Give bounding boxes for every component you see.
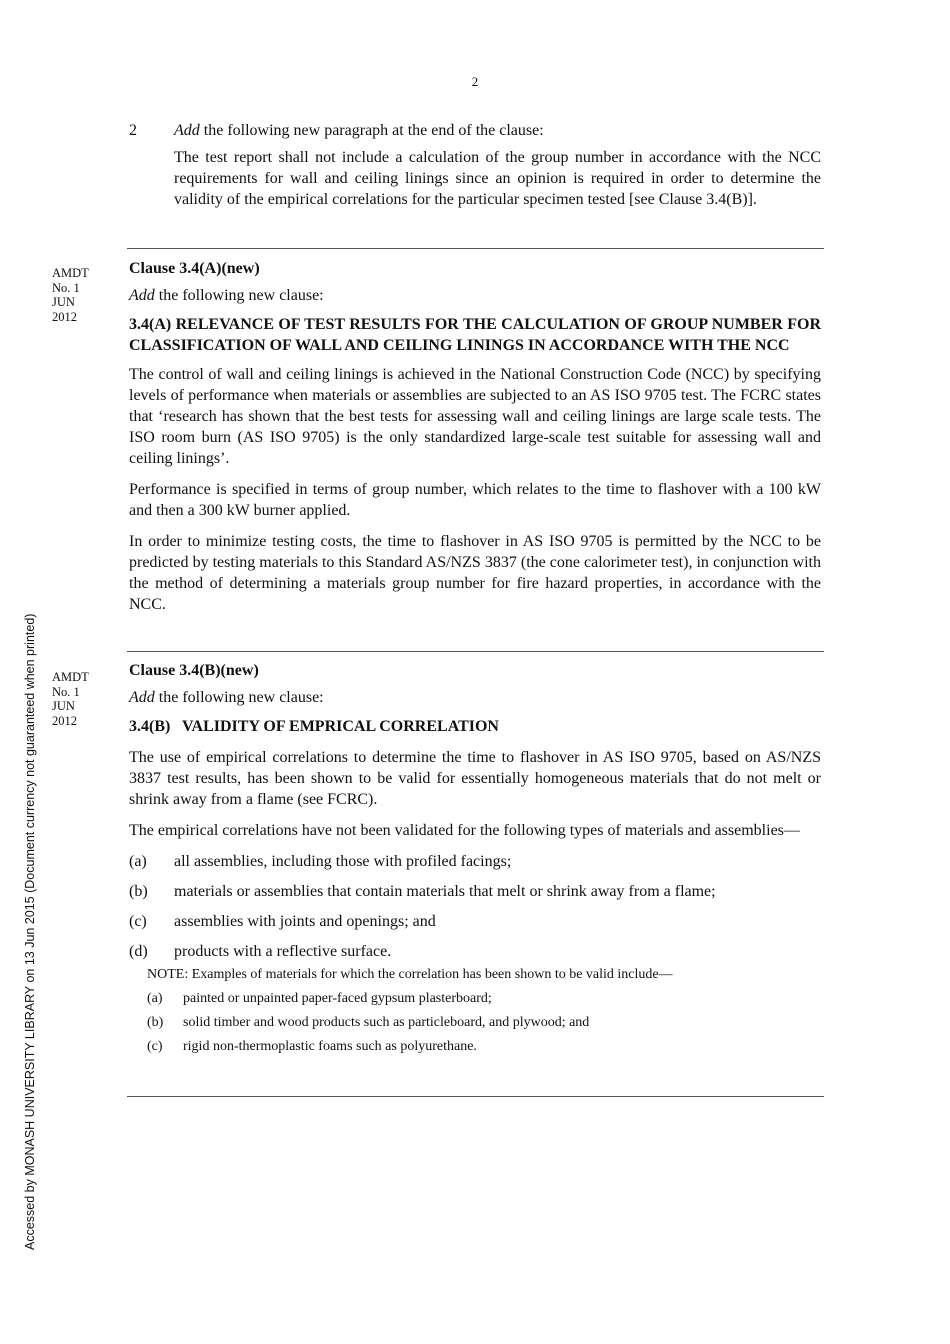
list-item bbox=[129, 881, 821, 902]
list-item bbox=[129, 911, 821, 932]
list-item-text: products with a reflective surface. bbox=[174, 943, 392, 960]
list-item-label: (d) bbox=[129, 943, 148, 960]
item-2-block bbox=[129, 120, 821, 210]
amdt-label: AMDT bbox=[52, 266, 89, 280]
note-list-item bbox=[129, 1014, 821, 1032]
note-item-text: rigid non-thermoplastic foams such as polyurethane. bbox=[183, 1039, 477, 1054]
clause-b-add-verb: Add bbox=[129, 689, 155, 706]
clause-a-heading: 3.4(A) RELEVANCE OF TEST RESULTS FOR THE CALCULATION OF GROUP NUMBER FOR CLASSIFICATION OF WALL AND CEILING LININGS IN ACCORDANCE WITH THE NCC bbox=[129, 316, 821, 354]
note-intro: NOTE: Examples of materials for which the correlation has been shown to be valid include— bbox=[147, 967, 673, 982]
note-item-label: (b) bbox=[147, 1015, 164, 1030]
item-2-text bbox=[174, 120, 544, 141]
amdt-month: JUN bbox=[52, 699, 75, 713]
note-list-item bbox=[129, 1038, 821, 1056]
item-2-verb: Add bbox=[174, 122, 200, 139]
amendment-note-a bbox=[52, 266, 89, 324]
clause-b-para-1: The use of empirical correlations to determine the time to flashover in AS ISO 9705, based on AS/NZS 3837 test results, has been shown to be valid for essentially homogeneous materials that do not melt or shrink away from a flame (see FCRC). bbox=[129, 749, 821, 808]
list-item-text: materials or assemblies that contain materials that melt or shrink away from a flame; bbox=[174, 883, 716, 900]
clause-a-para-1: The control of wall and ceiling linings is achieved in the National Construction Code (NCC) by specifying levels of performance when materials or assemblies are subjected to an AS ISO 9705 test. The FCRC states that ‘research has shown that the best tests for assessing wall and ceiling linings are large scale tests. The ISO room burn (AS ISO 9705) is the only standardized large-scale test suitable for assessing wall and ceiling linings’. bbox=[129, 366, 821, 467]
clause-a-add bbox=[129, 285, 821, 306]
clause-a-add-rest: the following new clause: bbox=[154, 287, 324, 304]
item-2-number: 2 bbox=[129, 122, 137, 139]
clause-b-heading: 3.4(B) VALIDITY OF EMPRICAL CORRELATION bbox=[129, 718, 499, 735]
list-item-label: (b) bbox=[129, 883, 148, 900]
clause-a-title: Clause 3.4(A)(new) bbox=[129, 260, 260, 277]
list-item bbox=[129, 851, 821, 872]
note-list-item bbox=[129, 990, 821, 1008]
clause-a-add-verb: Add bbox=[129, 287, 155, 304]
list-item-label: (a) bbox=[129, 853, 147, 870]
item-2-paragraph: The test report shall not include a calculation of the group number in accordance with the NCC requirements for wall and ceiling linings since an opinion is required in order to determine the validity of the empirical correlations for the particular specimen tested [see Clause 3.4(B)]. bbox=[174, 149, 821, 208]
note-item-text: painted or unpainted paper-faced gypsum plasterboard; bbox=[183, 991, 492, 1006]
list-item-label: (c) bbox=[129, 913, 147, 930]
clause-b-block bbox=[129, 660, 821, 1056]
amdt-year: 2012 bbox=[52, 309, 77, 324]
page-number: 2 bbox=[471, 74, 479, 89]
list-item-text: assemblies with joints and openings; and bbox=[174, 913, 436, 930]
divider-1 bbox=[127, 248, 824, 249]
note-item-text: solid timber and wood products such as particleboard, and plywood; and bbox=[183, 1015, 590, 1030]
list-item-text: all assemblies, including those with profiled facings; bbox=[174, 853, 512, 870]
item-2-rest: the following new paragraph at the end of the clause: bbox=[199, 122, 544, 139]
amdt-label: AMDT bbox=[52, 670, 89, 684]
clause-b-para-2: The empirical correlations have not been validated for the following types of materials and assemblies— bbox=[129, 822, 800, 839]
amendment-note-b bbox=[52, 670, 89, 728]
amdt-year: 2012 bbox=[52, 713, 77, 728]
divider-2 bbox=[127, 651, 824, 652]
clause-a-para-2: Performance is specified in terms of group number, which relates to the time to flashover with a 100 kW and then a 300 kW burner applied. bbox=[129, 481, 821, 519]
note-item-label: (a) bbox=[147, 991, 163, 1006]
amdt-number: No. 1 bbox=[52, 280, 80, 295]
amdt-number: No. 1 bbox=[52, 684, 80, 699]
item-2-instruction bbox=[129, 120, 821, 141]
access-stamp: Accessed by MONASH UNIVERSITY LIBRARY on 13 Jun 2015 (Document currency not guaranteed when printed) bbox=[23, 613, 37, 1250]
note-item-label: (c) bbox=[147, 1039, 163, 1054]
amdt-month: JUN bbox=[52, 295, 75, 309]
divider-3 bbox=[127, 1096, 824, 1097]
clause-b-title: Clause 3.4(B)(new) bbox=[129, 662, 259, 679]
clause-a-block bbox=[129, 258, 821, 615]
list-item bbox=[129, 941, 821, 962]
clause-a-para-3: In order to minimize testing costs, the time to flashover in AS ISO 9705 is permitted by the NCC to be predicted by testing materials to this Standard AS/NZS 3837 (the cone calorimeter test), in conjunction with the method of determining a materials group number for fire hazard properties, in accordance with the NCC. bbox=[129, 533, 821, 613]
clause-b-add bbox=[129, 687, 821, 708]
clause-b-add-rest: the following new clause: bbox=[154, 689, 324, 706]
